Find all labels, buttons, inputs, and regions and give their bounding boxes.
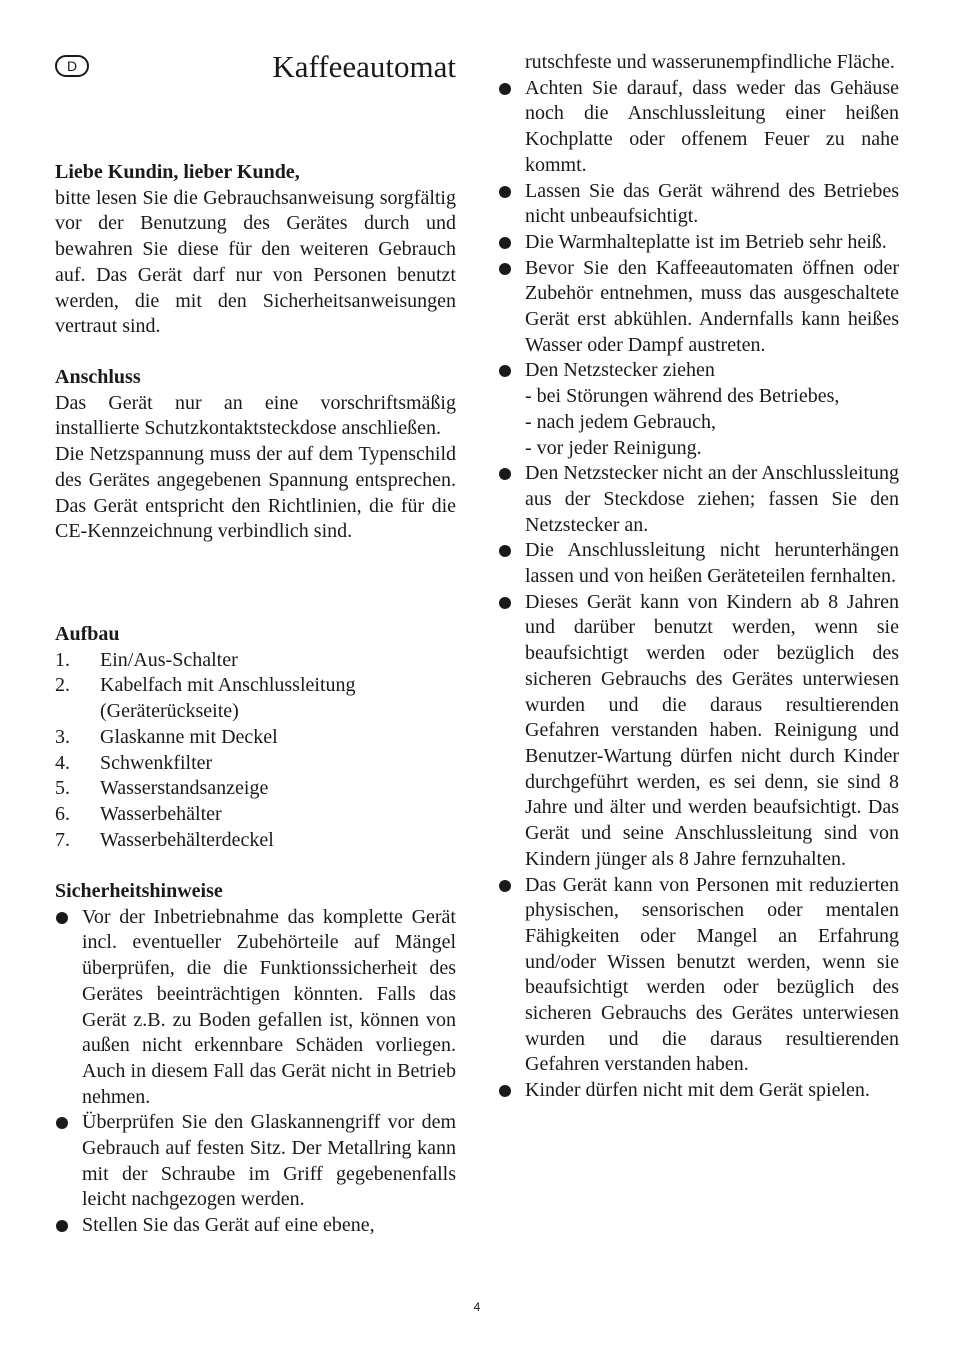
anschluss-section <box>55 365 456 545</box>
bullet-item: Den Netzstecker nicht an der Anschlussleitung aus der Steckdose ziehen; fassen Sie den Netzstecker an. <box>498 461 899 538</box>
anschluss-paragraph-2: Die Netzspannung muss der auf dem Typenschild des Gerätes angegebenen Spannung entsprechen. Das Gerät entspricht den Richtlinien, die für die CE-Kennzeichnung verbindlich sind. <box>55 443 456 543</box>
bullet-item: Überprüfen Sie den Glaskannengriff vor dem Gebrauch auf festen Sitz. Der Metallring kann mit der Schraube im Griff gegebenenfalls leicht nachgezogen werden. <box>55 1110 456 1213</box>
language-badge: D <box>55 55 89 77</box>
sub-item: - vor jeder Reinigung. <box>525 436 702 459</box>
bullet-item: Bevor Sie den Kaffeeautomaten öffnen oder Zubehör entnehmen, muss das ausgeschaltete Gerät erst abkühlen. Andernfalls kann heißes Wasser oder Dampf austreten. <box>498 256 899 359</box>
sub-item: - nach jedem Gebrauch, <box>525 410 717 433</box>
list-item: 4. Schwenkfilter <box>55 751 213 774</box>
sub-item: - bei Störungen während des Betriebes, <box>525 385 840 408</box>
aufbau-heading: Aufbau <box>55 623 120 645</box>
bullet-item <box>498 358 899 461</box>
intro-section <box>55 160 456 340</box>
anschluss-heading: Anschluss <box>55 366 141 388</box>
sicherheit-section <box>55 879 456 1239</box>
sicherheit-continued <box>498 50 899 1104</box>
continuation-text: rutschfeste und wasserunempfindliche Fläche. <box>525 51 895 73</box>
list-item: 7. Wasserbehälterdeckel <box>55 828 274 851</box>
netzstecker-sublist <box>525 384 899 461</box>
sicherheit-list-left <box>55 905 456 1239</box>
page-number: 4 <box>473 1300 481 1314</box>
bullet-item: Kinder dürfen nicht mit dem Gerät spielen. <box>498 1078 899 1104</box>
list-item: 6. Wasserbehälter <box>55 802 222 825</box>
bullet-item: Lassen Sie das Gerät während des Betriebes nicht unbeaufsichtigt. <box>498 179 899 230</box>
list-item: 2. Kabelfach mit Anschlussleitung (Geräterückseite) <box>55 674 356 723</box>
bullet-item: Stellen Sie das Gerät auf eine ebene, <box>55 1213 456 1239</box>
list-item: 5. Wasserstandsanzeige <box>55 777 269 800</box>
page-title: Kaffeeautomat <box>272 49 456 84</box>
bullet-item: Die Warmhalteplatte ist im Betrieb sehr heiß. <box>498 230 899 256</box>
intro-text: bitte lesen Sie die Gebrauchsanweisung sorgfältig vor der Benutzung des Gerätes durch und bewahren Sie diese für den weiteren Gebrauch auf. Das Gerät darf nur von Personen benutzt werden, die mit den Sicherheitsanweisungen vertraut sind. <box>55 186 456 338</box>
bullet-item: Vor der Inbetriebnahme das komplette Gerät incl. eventueller Zubehörteile auf Mängel überprüfen, die die Funktionssicherheit des Gerätes beeinträchtigen könnten. Falls das Gerät z.B. zu Boden gefallen ist, können von außen nicht erkennbare Schäden vorliegen. Auch in diesem Fall das Gerät nicht in Betrieb nehmen. <box>55 905 456 1111</box>
bullet-item: Achten Sie darauf, dass weder das Gehäuse noch die Anschlussleitung einer heißen Kochplatte oder offenem Feuer zu nahe kommt. <box>498 76 899 179</box>
bullet-item: Dieses Gerät kann von Kindern ab 8 Jahren und darüber benutzt werden, wenn sie beaufsichtigt werden oder bezüglich des sicheren Gebrauchs des Gerätes unterwiesen wurden und die daraus resultierenden Gefahren verstanden haben. Reinigung und Benutzer-Wartung dürfen nicht durch Kinder durchgeführt werden, es sei denn, sie sind 8 Jahre und älter und werden beaufsichtigt. Das Gerät und seine Anschlussleitung sind von Kindern jünger als 8 Jahre fernzuhalten. <box>498 590 899 873</box>
sicherheit-heading: Sicherheitshinweise <box>55 880 223 902</box>
bullet-item: Das Gerät kann von Personen mit reduzierten physischen, sensorischen oder mentalen Fähigkeiten oder Mangel an Erfahrung und/oder Wissen benutzt werden, wenn sie beaufsichtigt werden oder bezüglich des sicheren Gebrauchs des Gerätes unterwiesen wurden und die daraus resultierenden Gefahren verstanden haben. <box>498 873 899 1079</box>
anschluss-paragraph-1: Das Gerät nur an eine vorschriftsmäßig installierte Schutzkontaktsteckdose anschließen. <box>55 391 456 440</box>
aufbau-section <box>55 622 456 853</box>
list-item: 1. Ein/Aus-Schalter <box>55 648 238 671</box>
netzstecker-lead: Den Netzstecker ziehen <box>525 359 715 382</box>
sicherheit-list-right <box>498 76 899 1104</box>
greeting: Liebe Kundin, lieber Kunde, <box>55 161 300 183</box>
bullet-item: Die Anschlussleitung nicht herunterhängen lassen und von heißen Geräteteilen fernhalten. <box>498 538 899 589</box>
list-item: 3. Glaskanne mit Deckel <box>55 725 278 748</box>
aufbau-list <box>55 648 456 854</box>
